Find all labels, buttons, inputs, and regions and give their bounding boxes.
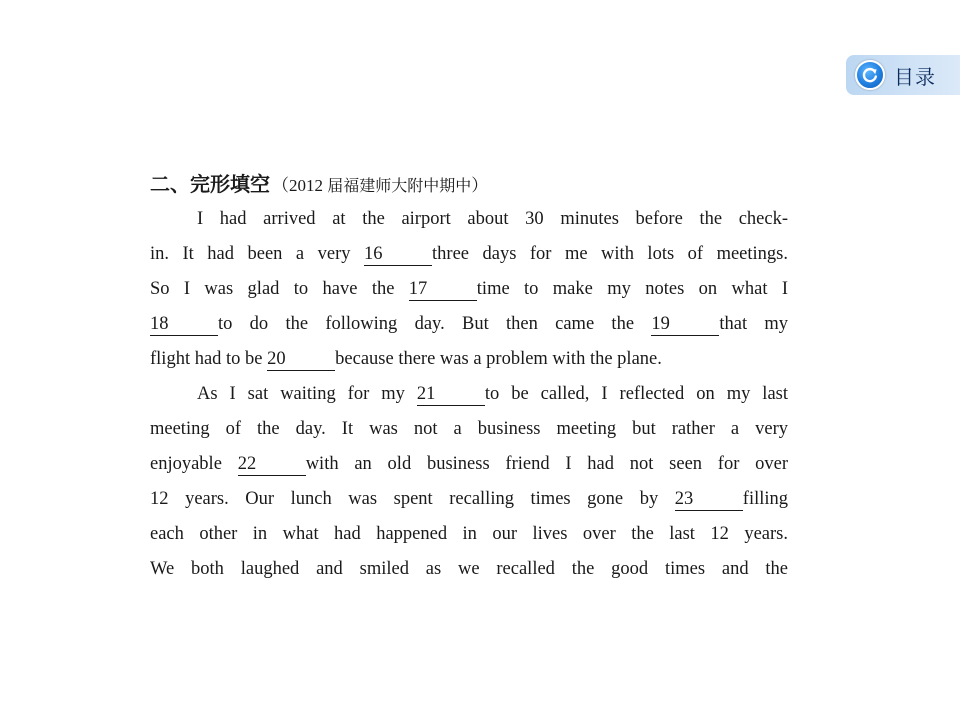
line-text: meeting of the day. It was not a business meeting but rather a very: [150, 419, 788, 439]
passage-line: [150, 412, 788, 447]
line-text: flight had to be: [150, 349, 263, 369]
passage-line: [150, 272, 788, 307]
passage-line: [150, 342, 788, 377]
refresh-arrow-icon: [855, 60, 885, 90]
passage-line: [150, 447, 788, 482]
passage-line: [150, 307, 788, 342]
passage-line: [150, 202, 788, 237]
line-text: We both laughed and smiled as we recalled the good times and the: [150, 559, 788, 579]
blank-23[interactable]: 23: [675, 488, 743, 511]
section-title: 完形填空: [190, 172, 270, 196]
passage-line: [150, 517, 788, 552]
line-text: three days for me with lots of meetings.: [432, 244, 788, 264]
toc-label: 目录: [894, 64, 936, 89]
line-text: each other in what had happened in our lives over the last 12 years.: [150, 524, 788, 544]
cloze-passage: [150, 168, 788, 587]
toc-button[interactable]: [846, 55, 960, 95]
section-number: 二、: [150, 172, 190, 196]
blank-17[interactable]: 17: [409, 278, 477, 301]
passage-line: [150, 237, 788, 272]
section-source: [272, 171, 488, 196]
blank-18[interactable]: 18: [150, 313, 218, 336]
line-text: I had arrived at the airport about 30 minutes before the check-: [197, 209, 788, 229]
line-text: time to make my notes on what I: [476, 279, 788, 299]
line-text: that my: [719, 314, 789, 334]
blank-16[interactable]: 16: [364, 243, 432, 266]
line-text: to be called, I reflected on my last: [484, 384, 789, 404]
blank-19[interactable]: 19: [651, 313, 719, 336]
line-text: So I was glad to have the: [150, 279, 395, 299]
source-close: ）: [471, 176, 489, 195]
blank-21[interactable]: 21: [417, 383, 485, 406]
line-text: filling: [742, 489, 789, 509]
section-heading: [150, 168, 788, 202]
line-text: in. It had been a very: [150, 244, 351, 264]
line-text: to do the following day. But then came the: [218, 314, 635, 334]
line-text: enjoyable: [150, 454, 222, 474]
line-text: 12 years. Our lunch was spent recalling times gone by: [150, 489, 659, 509]
line-text: with an old business friend I had not seen for over: [305, 454, 788, 474]
passage-line: [150, 377, 788, 412]
passage-line: [150, 552, 788, 587]
blank-22[interactable]: 22: [238, 453, 306, 476]
source-name: 届福建师大附中期中: [327, 176, 472, 195]
blank-20[interactable]: 20: [267, 348, 335, 371]
source-open: （2012: [272, 176, 323, 195]
line-text: because there was a problem with the plane.: [335, 349, 662, 369]
line-text: As I sat waiting for my: [197, 384, 405, 404]
passage-line: [150, 482, 788, 517]
